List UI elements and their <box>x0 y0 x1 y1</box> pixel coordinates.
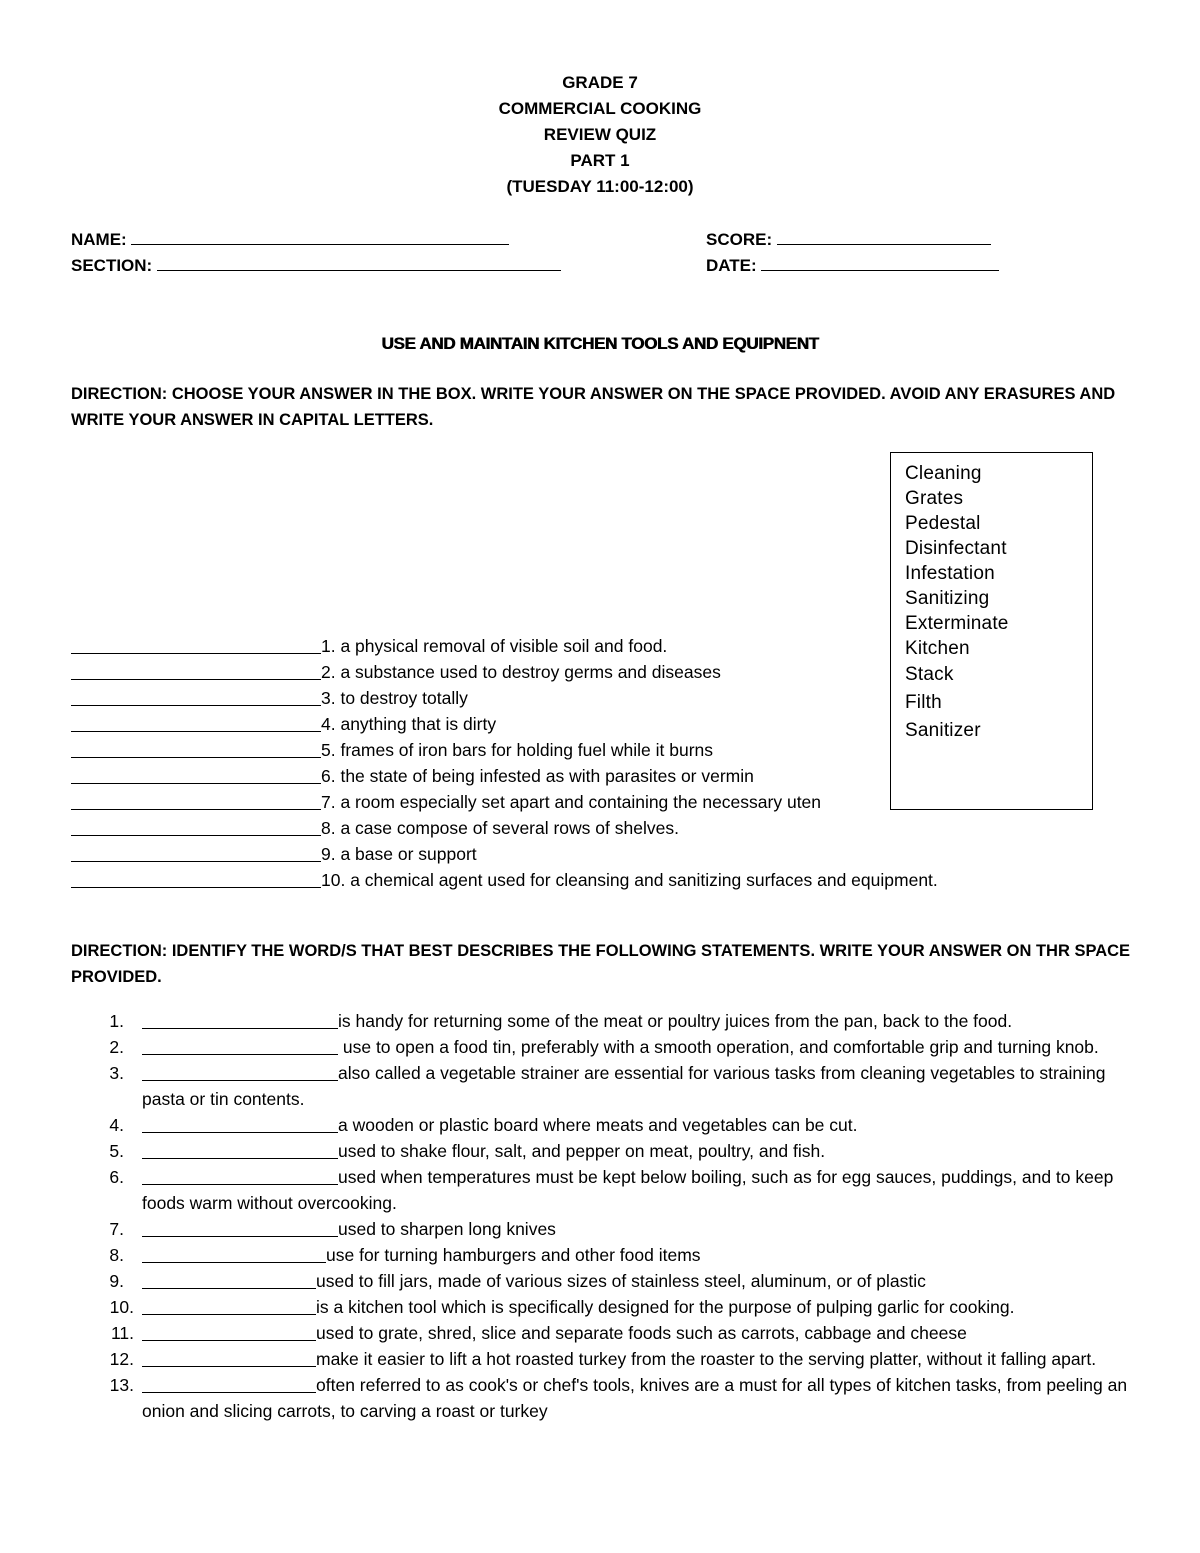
answer-blank[interactable] <box>142 1218 338 1237</box>
part1-direction: DIRECTION: CHOOSE YOUR ANSWER IN THE BOX. WRITE YOUR ANSWER ON THE SPACE PROVIDED. AVOID ANY ERASURES AND WRITE YOUR ANSWER IN CAPITAL LETTERS. <box>71 385 1116 429</box>
list-item <box>0 1268 1132 1294</box>
word-choice: Sanitizer <box>905 720 981 741</box>
answer-blank[interactable] <box>71 739 321 758</box>
document-header <box>0 70 1200 200</box>
part2-items <box>0 1008 1200 1424</box>
word-choice: Infestation <box>905 563 995 584</box>
schedule-label: (TUESDAY 11:00-12:00) <box>506 177 694 196</box>
word-choice: Sanitizing <box>905 588 990 609</box>
item-number: 2. <box>109 1037 124 1057</box>
date-row <box>706 254 999 276</box>
list-item <box>71 815 1131 841</box>
item-number: 6. <box>109 1167 124 1187</box>
answer-blank[interactable] <box>71 661 321 680</box>
answer-blank[interactable] <box>142 1244 326 1263</box>
score-field[interactable] <box>777 228 991 245</box>
item-text: used when temperatures must be kept below boiling, such as for egg sauces, puddings, and to keep foods warm without overcooking. <box>142 1167 1114 1213</box>
list-item <box>0 1320 1132 1346</box>
word-choice-box <box>890 452 1093 810</box>
section-field[interactable] <box>157 254 561 271</box>
answer-blank[interactable] <box>71 765 321 784</box>
word-choice: Grates <box>905 488 964 509</box>
item-text: use for turning hamburgers and other food items <box>326 1245 701 1265</box>
item-text: used to grate, shred, slice and separate foods such as carrots, cabbage and cheese <box>316 1323 967 1343</box>
answer-blank[interactable] <box>71 843 321 862</box>
answer-blank[interactable] <box>142 1114 338 1133</box>
item-text: 10. a chemical agent used for cleansing and sanitizing surfaces and equipment. <box>321 870 938 890</box>
name-row <box>71 228 509 250</box>
answer-blank[interactable] <box>142 1166 338 1185</box>
part-label: PART 1 <box>570 151 630 170</box>
item-text: a wooden or plastic board where meats and vegetables can be cut. <box>338 1115 858 1135</box>
item-number: 4. <box>109 1115 124 1135</box>
list-item <box>0 1034 1132 1060</box>
item-text: make it easier to lift a hot roasted turkey from the roaster to the serving platter, without it falling apart. <box>316 1349 1097 1369</box>
list-item <box>0 1372 1132 1424</box>
date-label: DATE: <box>706 256 757 275</box>
word-choice: Kitchen <box>905 638 970 659</box>
item-number: 3. <box>109 1063 124 1083</box>
answer-blank[interactable] <box>71 817 321 836</box>
word-choice: Stack <box>905 664 954 685</box>
item-text: is a kitchen tool which is specifically designed for the purpose of pulping garlic for cooking. <box>316 1297 1015 1317</box>
item-text: 7. a room especially set apart and containing the necessary uten <box>321 792 822 812</box>
word-choice: Pedestal <box>905 513 981 534</box>
list-item <box>0 1216 1132 1242</box>
list-item <box>0 1164 1132 1216</box>
answer-blank[interactable] <box>142 1322 316 1341</box>
score-label: SCORE: <box>706 230 773 249</box>
item-text: 8. a case compose of several rows of shelves. <box>321 818 679 838</box>
item-text: often referred to as cook's or chef's tools, knives are a must for all types of kitchen tasks, from peeling an onion and slicing carrots, to carving a roast or turkey <box>142 1375 1128 1421</box>
answer-blank[interactable] <box>71 791 321 810</box>
list-item <box>0 1008 1132 1034</box>
answer-blank[interactable] <box>142 1270 316 1289</box>
answer-blank[interactable] <box>71 713 321 732</box>
item-text: also called a vegetable strainer are essential for various tasks from cleaning vegetables to straining pasta or tin contents. <box>142 1063 1106 1109</box>
answer-blank[interactable] <box>71 869 321 888</box>
item-number: 11. <box>110 1323 134 1343</box>
section-label: SECTION: <box>71 256 153 275</box>
answer-blank[interactable] <box>142 1348 316 1367</box>
item-number: 12. <box>109 1349 134 1369</box>
item-text: use to open a food tin, preferably with a smooth operation, and comfortable grip and turning knob. <box>338 1037 1099 1057</box>
answer-blank[interactable] <box>71 687 321 706</box>
list-item <box>71 841 1131 867</box>
word-choice: Exterminate <box>905 613 1009 634</box>
subject-label: COMMERCIAL COOKING <box>498 99 702 118</box>
part2-direction: DIRECTION: IDENTIFY THE WORD/S THAT BEST DESCRIBES THE FOLLOWING STATEMENTS. WRITE YOUR ANSWER ON THR SPACE PROVIDED. <box>71 942 1131 986</box>
date-field[interactable] <box>761 254 999 271</box>
item-text: 1. a physical removal of visible soil and food. <box>321 636 668 656</box>
item-number: 9. <box>109 1271 124 1291</box>
item-number: 1. <box>109 1011 124 1031</box>
item-text: 3. to destroy totally <box>321 688 468 708</box>
item-number: 8. <box>109 1245 124 1265</box>
list-item <box>0 1138 1132 1164</box>
answer-blank[interactable] <box>142 1296 316 1315</box>
list-item <box>0 1294 1132 1320</box>
word-choice: Disinfectant <box>905 538 1007 559</box>
answer-blank[interactable] <box>142 1062 338 1081</box>
word-choice: Cleaning <box>905 463 982 484</box>
item-text: is handy for returning some of the meat or poultry juices from the pan, back to the food. <box>338 1011 1013 1031</box>
list-item <box>0 1242 1132 1268</box>
section-row <box>71 254 561 276</box>
item-number: 10. <box>109 1297 134 1317</box>
item-text: used to shake flour, salt, and pepper on meat, poultry, and fish. <box>338 1141 826 1161</box>
answer-blank[interactable] <box>71 635 321 654</box>
list-item <box>0 1112 1132 1138</box>
item-text: used to sharpen long knives <box>338 1219 556 1239</box>
list-item <box>0 1060 1132 1112</box>
item-number: 7. <box>109 1219 124 1239</box>
quiz-title: REVIEW QUIZ <box>543 125 657 144</box>
section-title: USE AND MAINTAIN KITCHEN TOOLS AND EQUIPNENT <box>381 334 819 353</box>
answer-blank[interactable] <box>142 1036 338 1055</box>
item-text: 4. anything that is dirty <box>321 714 497 734</box>
list-item <box>0 1346 1132 1372</box>
answer-blank[interactable] <box>142 1010 338 1029</box>
score-row <box>706 228 991 250</box>
name-field[interactable] <box>131 228 509 245</box>
word-choice: Filth <box>905 692 942 713</box>
answer-blank[interactable] <box>142 1140 338 1159</box>
item-text: 5. frames of iron bars for holding fuel while it burns <box>321 740 713 760</box>
item-number: 13. <box>109 1375 134 1395</box>
name-label: NAME: <box>71 230 127 249</box>
grade-label: GRADE 7 <box>562 73 638 92</box>
item-text: 6. the state of being infested as with parasites or vermin <box>321 766 754 786</box>
item-text: 2. a substance used to destroy germs and diseases <box>321 662 721 682</box>
item-text: 9. a base or support <box>321 844 477 864</box>
answer-blank[interactable] <box>142 1374 316 1393</box>
item-text: used to fill jars, made of various sizes of stainless steel, aluminum, or of plastic <box>316 1271 926 1291</box>
item-number: 5. <box>109 1141 124 1161</box>
list-item <box>71 867 1131 893</box>
